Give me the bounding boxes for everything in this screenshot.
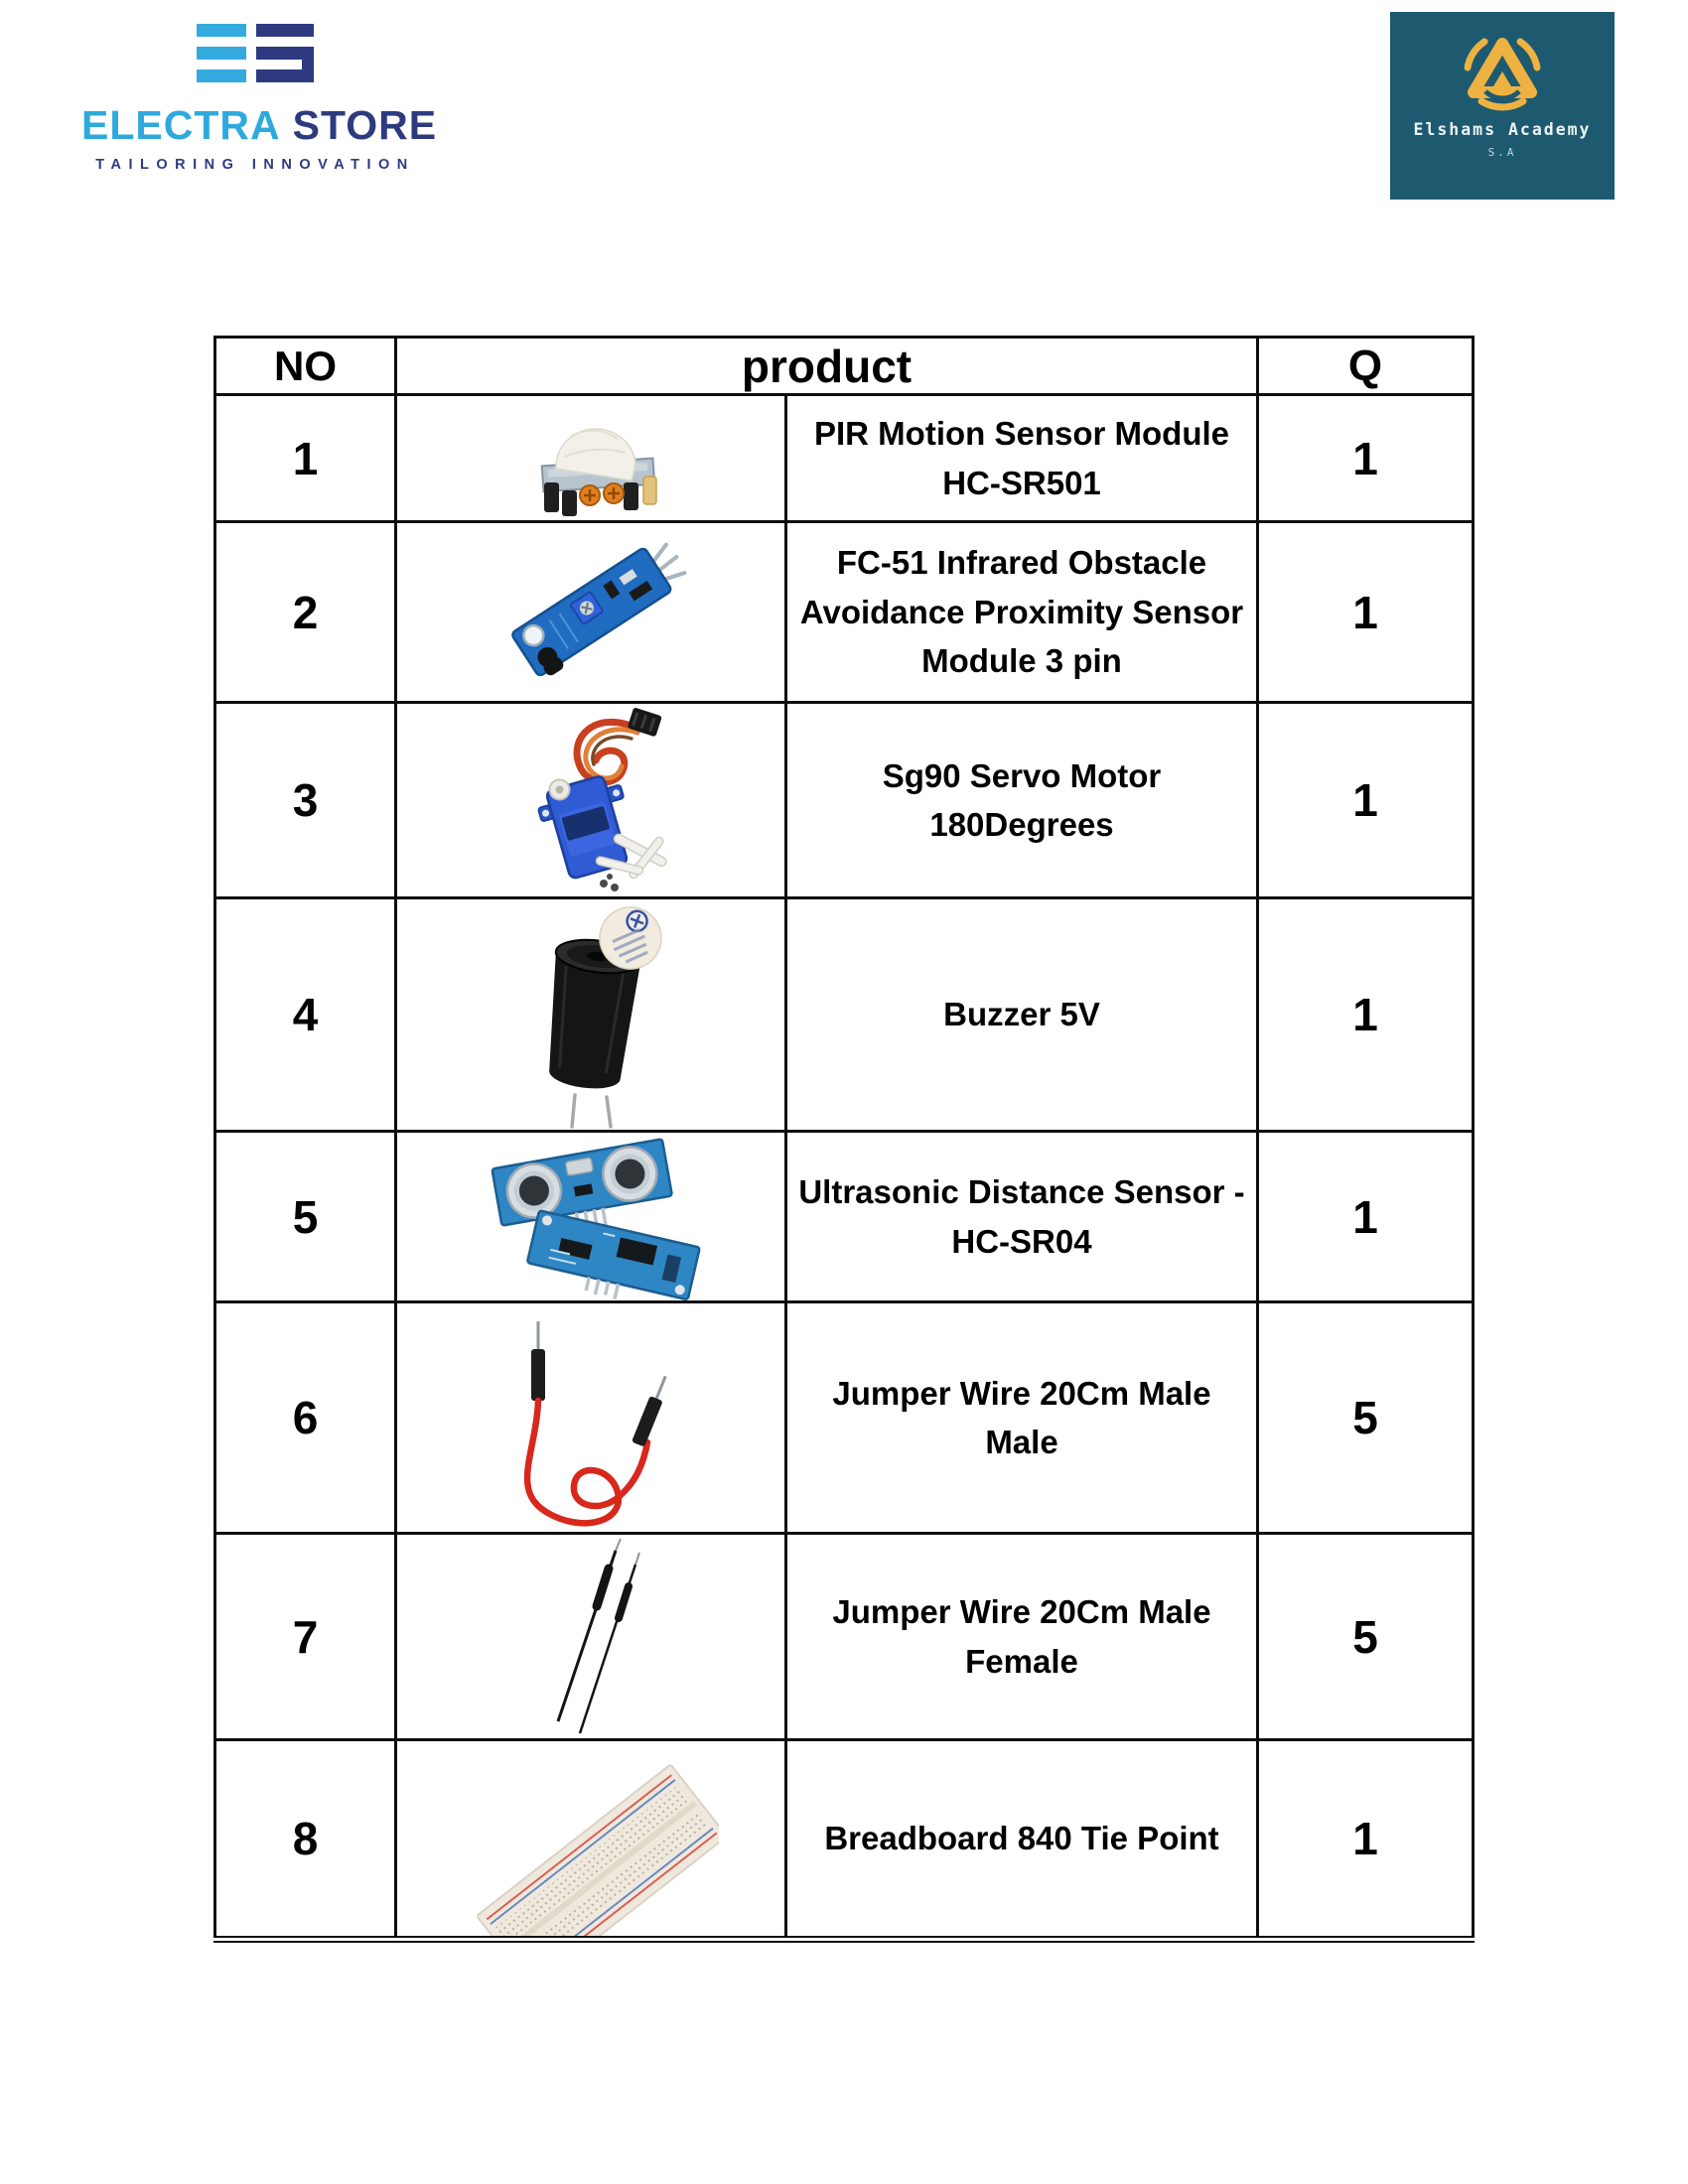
product-table [213,336,1475,1943]
row-number: 5 [215,1132,396,1302]
row-number: 6 [215,1302,396,1534]
elshams-academy-emblem-icon [1455,26,1550,113]
table-row [215,898,1474,1132]
row-number: 2 [215,522,396,703]
product-name: Sg90 Servo Motor 180Degrees [882,756,1162,843]
sg90-servo-image [397,705,784,895]
row-number: 8 [215,1740,396,1940]
elshams-academy-logo [1390,12,1615,200]
product-name: PIR Motion Sensor Module HC-SR501 [814,415,1229,501]
jumper-male-male-image [397,1303,784,1532]
quantity-value: 5 [1258,1302,1474,1534]
jumper-male-female-image [397,1535,784,1738]
electra-es-monogram-icon [191,20,320,87]
product-name: Breadboard 840 Tie Point [824,1820,1219,1857]
electra-tagline: TAILORING INNOVATION [95,157,415,173]
header-product: product [396,338,1258,395]
buzzer-image [397,900,784,1129]
pir-motion-sensor-image [397,399,784,518]
store-word: STORE [292,102,438,148]
quantity-value: 1 [1258,395,1474,522]
elshams-academy-subtitle: S.A [1487,146,1517,159]
table-row [215,703,1474,898]
electra-store-logo [81,20,438,173]
product-name: Jumper Wire 20Cm Male Female [832,1593,1211,1680]
row-number: 1 [215,395,396,522]
table-row [215,522,1474,703]
quantity-value: 1 [1258,898,1474,1132]
electra-store-wordmark [81,102,438,149]
table-row [215,1534,1474,1740]
elshams-academy-name: Elshams Academy [1413,120,1592,139]
quantity-value: 1 [1258,1740,1474,1940]
quantity-value: 5 [1258,1534,1474,1740]
quantity-value: 1 [1258,1132,1474,1302]
product-name: Buzzer 5V [943,996,1100,1033]
product-name: Jumper Wire 20Cm Male Male [832,1374,1211,1460]
row-number: 4 [215,898,396,1132]
product-name: Ultrasonic Distance Sensor - HC-SR04 [798,1173,1245,1260]
table-row [215,1302,1474,1534]
product-name: FC-51 Infrared Obstacle Avoidance Proximity Sensor Module 3 pin [799,544,1244,680]
row-number: 7 [215,1534,396,1740]
fc51-ir-sensor-image [397,527,784,698]
table-header-row [215,338,1474,395]
breadboard-image [397,1741,784,1936]
header-quantity: Q [1258,338,1474,395]
table-row [215,1132,1474,1302]
row-number: 3 [215,703,396,898]
ultrasonic-sensor-image [397,1134,784,1300]
header-no: NO [215,338,396,395]
electra-word: ELECTRA [81,102,281,148]
table-row [215,1740,1474,1940]
quantity-value: 1 [1258,703,1474,898]
quantity-value: 1 [1258,522,1474,703]
table-row [215,395,1474,522]
